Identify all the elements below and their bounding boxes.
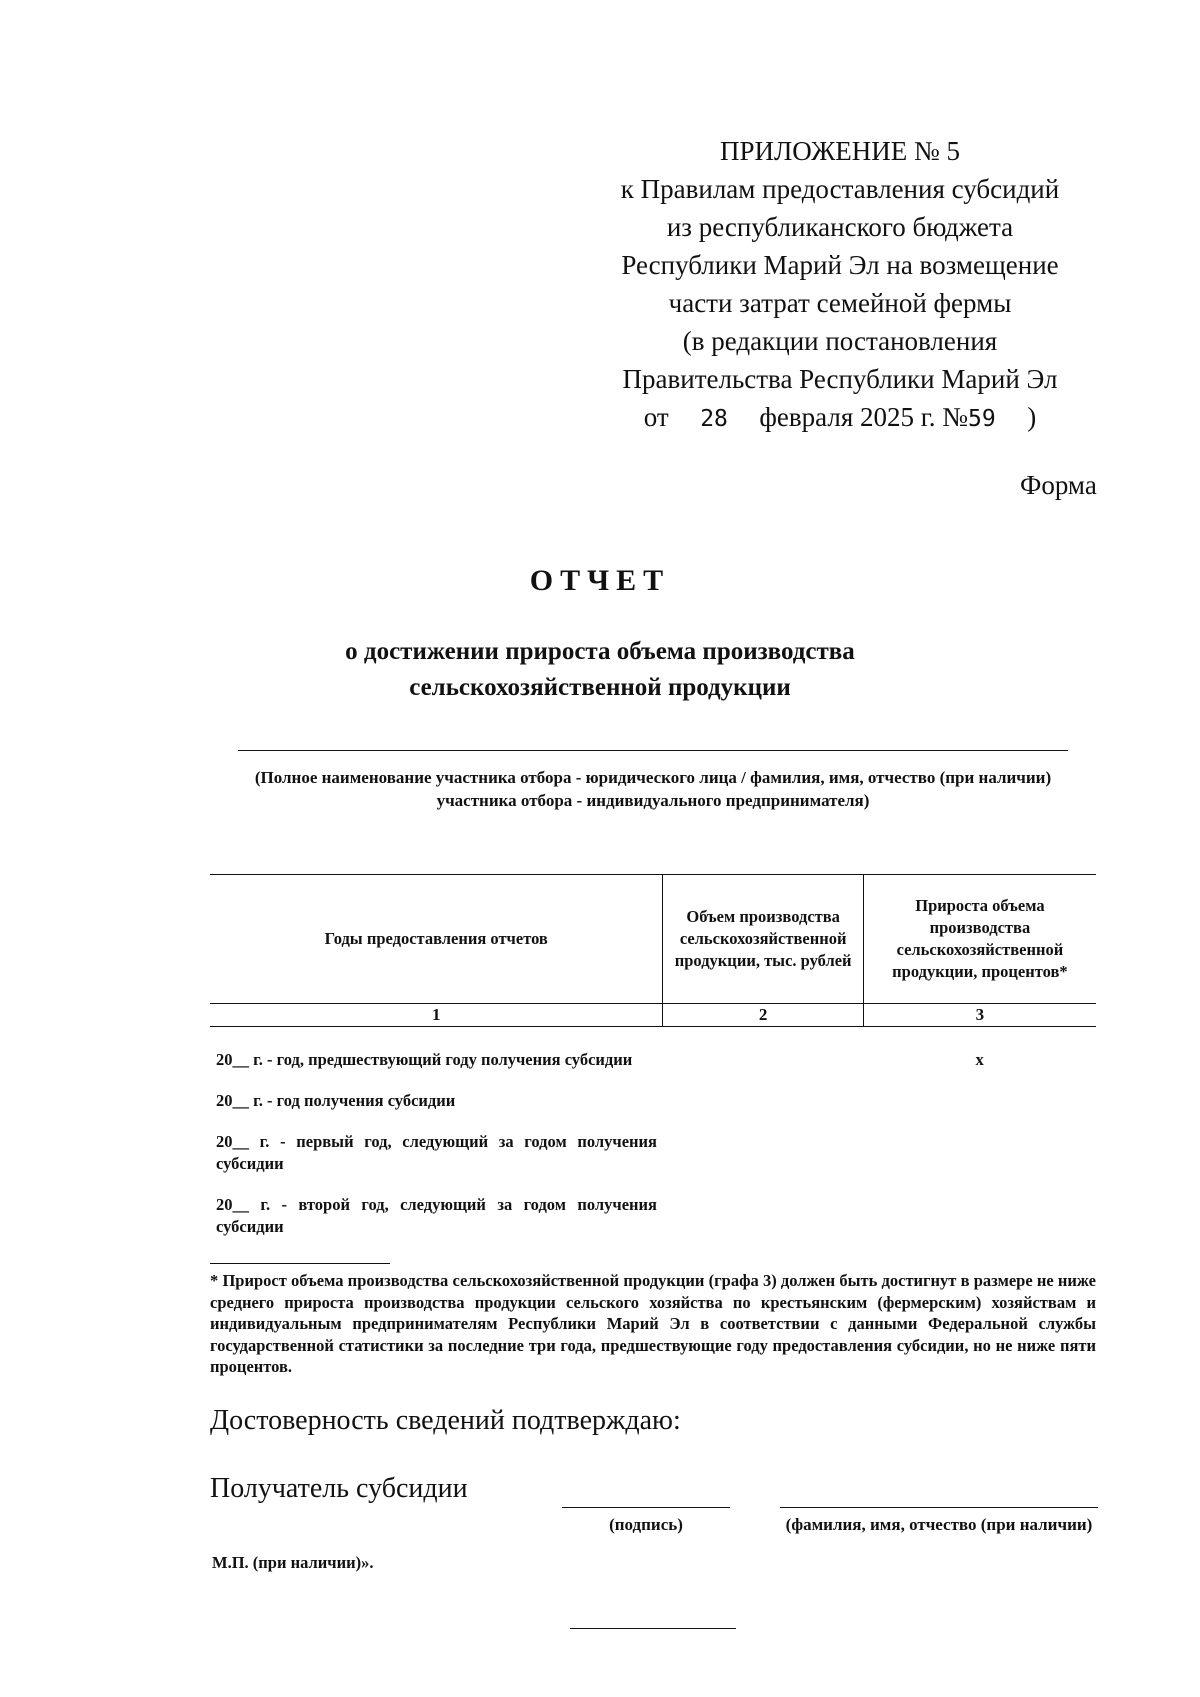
row-growth: x [975,1050,984,1069]
row-growth [863,1175,1096,1238]
table-row [210,1071,1096,1112]
full-name-caption: (фамилия, имя, отчество (при наличии) [785,1515,1093,1534]
row-growth [863,1112,1096,1175]
appendix-line: Республики Марий Эл на возмещение [621,250,1059,280]
row-volume [663,1027,863,1072]
signature-line [562,1507,730,1508]
table-column-numbers [210,1004,1096,1027]
table-row [210,1027,1096,1072]
row-label: 20__ г. - год, предшествующий году получения субсидии [216,1050,633,1069]
footnote: * Прирост объема производства сельскохозяйственной продукции (графа 3) должен быть достигнут в размере не ниже среднего прироста производства продукции сельского хозяйства по крестьянским (фермерским) хозяйствам и индивидуальным предпринимателям Республики Марий Эл в соответствии с данными Федеральной службы государственной статистики за последние три года, предшествующие году предоставления субсидии, но не ниже пяти процентов. [210,1271,1096,1376]
resolution-number: 59 [968,406,996,432]
row-volume [663,1175,863,1238]
subtitle-line: о достижении прироста объема производства [345,638,855,665]
participant-name-line [238,750,1068,751]
date-day: 28 [700,406,728,432]
participant-caption-line: (Полное наименование участника отбора - юридического лица / фамилия, имя, отчество (при наличии) [254,768,1052,787]
column-number: 2 [663,1004,863,1027]
appendix-line: части затрат семейной фермы [668,288,1012,318]
header-growth: Прироста объема производства сельскохозяйственной продукции, процентов* [863,875,1096,1004]
row-volume [663,1112,863,1175]
row-label: 20__ г. - год получения субсидии [216,1091,456,1110]
signature-caption: (подпись) [609,1515,683,1534]
column-number: 3 [863,1004,1096,1027]
date-prefix: от [643,402,669,432]
confirmation-statement: Достоверность сведений подтверждаю: [210,1405,681,1436]
appendix-line: Правительства Республики Марий Эл [622,364,1058,394]
row-growth [863,1071,1096,1112]
row-volume [663,1071,863,1112]
table-row [210,1112,1096,1175]
participant-caption [210,766,1096,812]
row-label: 20__ г. - второй год, следующий за годом получения субсидии [216,1195,657,1236]
appendix-line: из республиканского бюджета [666,212,1014,242]
recipient-label: Получатель субсидии [210,1473,468,1504]
row-label: 20__ г. - первый год, следующий за годом получения субсидии [216,1132,657,1173]
table-row [210,1175,1096,1238]
appendix-line: к Правилам предоставления субсидий [620,174,1060,204]
full-name-line [780,1507,1098,1508]
date-suffix: ) [1027,402,1037,432]
end-divider [570,1628,736,1629]
stamp-note: М.П. (при наличии)». [212,1553,374,1572]
header-years: Годы предоставления отчетов [210,875,663,1004]
date-month-year: февраля 2025 г. № [759,402,969,432]
report-subtitle [0,634,1200,706]
subtitle-line: сельскохозяйственной продукции [409,674,791,701]
participant-caption-line: участника отбора - индивидуального предпринимателя) [436,791,870,810]
report-table [210,874,1096,1238]
form-label: Форма [1020,470,1097,500]
column-number: 1 [210,1004,663,1027]
report-title: ОТЧЕТ [529,564,671,597]
appendix-header [560,132,1120,438]
resolution-date-line [560,398,1120,438]
appendix-line: (в редакции постановления [682,326,998,356]
table-header-row [210,875,1096,1004]
appendix-line: ПРИЛОЖЕНИЕ № 5 [719,136,961,166]
header-volume: Объем производства сельскохозяйственной продукции, тыс. рублей [663,875,863,1004]
footnote-divider [210,1263,390,1264]
